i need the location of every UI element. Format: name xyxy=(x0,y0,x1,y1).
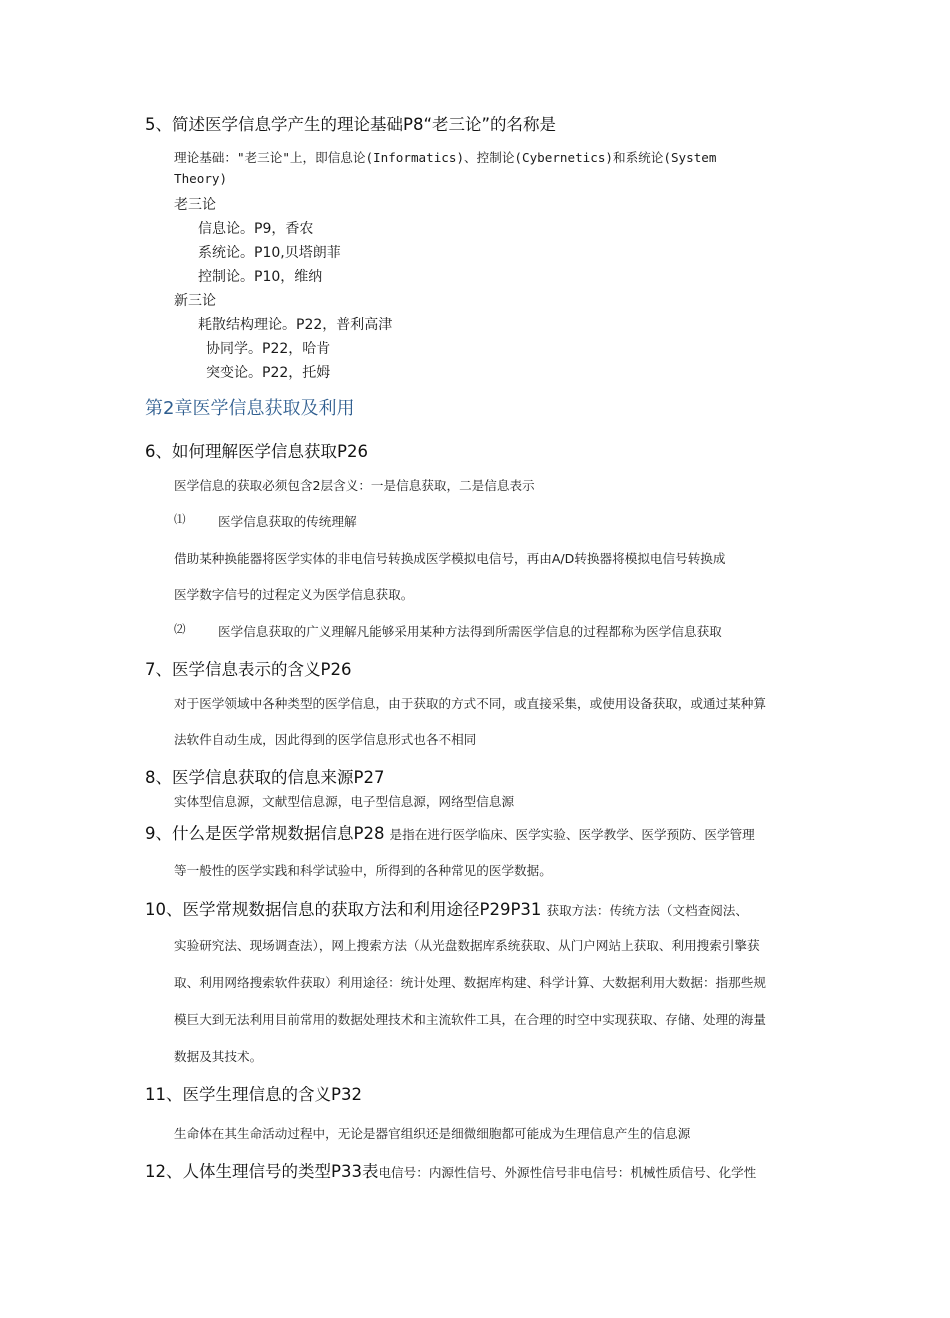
q5-new-item: 耗散结构理论。P22，普利高津 xyxy=(198,317,393,333)
q5-basis-line-2: Theory) xyxy=(174,171,228,186)
q12-title: 12、人体生理信号的类型P33表 xyxy=(145,1162,379,1181)
q11-title: 11、医学生理信息的含义P32 xyxy=(145,1085,362,1104)
q10-line: 实验研究法、现场调查法），网上搜索方法（从光盘数据库系统获取、从门户网站上获取、利用搜索引擎获 xyxy=(174,938,760,953)
q6-intro: 医学信息的获取必须包含2层含义：一是信息获取，二是信息表示 xyxy=(174,478,535,493)
q9-line-2: 等一般性的医学实践和科学试验中，所得到的各种常见的医学数据。 xyxy=(174,863,552,878)
q9-inline-text: 是指在进行医学临床、医学实验、医学教学、医学预防、医学管理 xyxy=(389,827,755,842)
q7-title: 7、医学信息表示的含义P26 xyxy=(145,660,352,679)
q10-title-line xyxy=(145,896,748,920)
q5-basis-line-1: 理论基础："老三论"上，即信息论(Informatics)、控制论(Cybernetics)和系统论(System xyxy=(174,150,717,165)
q9-title: 9、什么是医学常规数据信息P28 xyxy=(145,824,385,843)
q5-new-item: 协同学。P22，哈肯 xyxy=(206,341,331,357)
q6-item-2-number: ⑵ xyxy=(174,622,186,636)
chapter-heading: 第2章医学信息获取及利用 xyxy=(145,398,355,419)
q5-new-heading: 新三论 xyxy=(174,293,216,309)
q8-line-1: 实体型信息源，文献型信息源，电子型信息源，网络型信息源 xyxy=(174,794,515,809)
q5-old-item: 系统论。P10,贝塔朗菲 xyxy=(198,245,341,261)
q6-item-1-number: ⑴ xyxy=(174,512,186,526)
q8-title: 8、医学信息获取的信息来源P27 xyxy=(145,768,385,787)
q5-new-item: 突变论。P22，托姆 xyxy=(206,365,331,381)
q7-line-2: 法软件自动生成，因此得到的医学信息形式也各不相同 xyxy=(174,732,477,747)
q10-title: 10、医学常规数据信息的获取方法和利用途径P29P31 xyxy=(145,900,542,919)
q10-line: 取、利用网络搜索软件获取）利用途径：统计处理、数据库构建、科学计算、大数据利用大数据：指那些规 xyxy=(174,975,766,990)
q11-line-1: 生命体在其生命活动过程中，无论是器官组织还是细微细胞都可能成为生理信息产生的信息源 xyxy=(174,1126,691,1141)
q5-old-item: 信息论。P9，香农 xyxy=(198,221,314,237)
q10-line: 模巨大到无法利用目前常用的数据处理技术和主流软件工具，在合理的时空中实现获取、存储、处理的海量 xyxy=(174,1012,766,1027)
q10-inline-text: 获取方法：传统方法（文档查阅法、 xyxy=(546,903,748,918)
q5-old-heading: 老三论 xyxy=(174,197,216,213)
q9-title-line xyxy=(145,820,755,844)
q5-title: 5、简述医学信息学产生的理论基础P8“老三论”的名称是 xyxy=(145,115,557,134)
q6-item-2-text: 医学信息获取的广义理解凡能够采用某种方法得到所需医学信息的过程都称为医学信息获取 xyxy=(218,624,722,639)
q5-old-item: 控制论。P10，维纳 xyxy=(198,269,323,285)
q7-line-1: 对于医学领域中各种类型的医学信息，由于获取的方式不同，或直接采集，或使用设备获取，或通过某种算 xyxy=(174,696,766,711)
q12-title-line xyxy=(145,1158,756,1182)
q10-line: 数据及其技术。 xyxy=(174,1049,263,1064)
q6-title: 6、如何理解医学信息获取P26 xyxy=(145,442,368,461)
q6-item-1-desc-line-2: 医学数字信号的过程定义为医学信息获取。 xyxy=(174,587,414,602)
q6-item-1-text: 医学信息获取的传统理解 xyxy=(218,514,357,529)
q12-inline-text: 电信号：内源性信号、外源性信号非电信号：机械性质信号、化学性 xyxy=(378,1165,757,1180)
q6-item-1-desc-line-1: 借助某种换能器将医学实体的非电信号转换成医学模拟电信号，再由A/D转换器将模拟电信号转换成 xyxy=(174,551,726,566)
